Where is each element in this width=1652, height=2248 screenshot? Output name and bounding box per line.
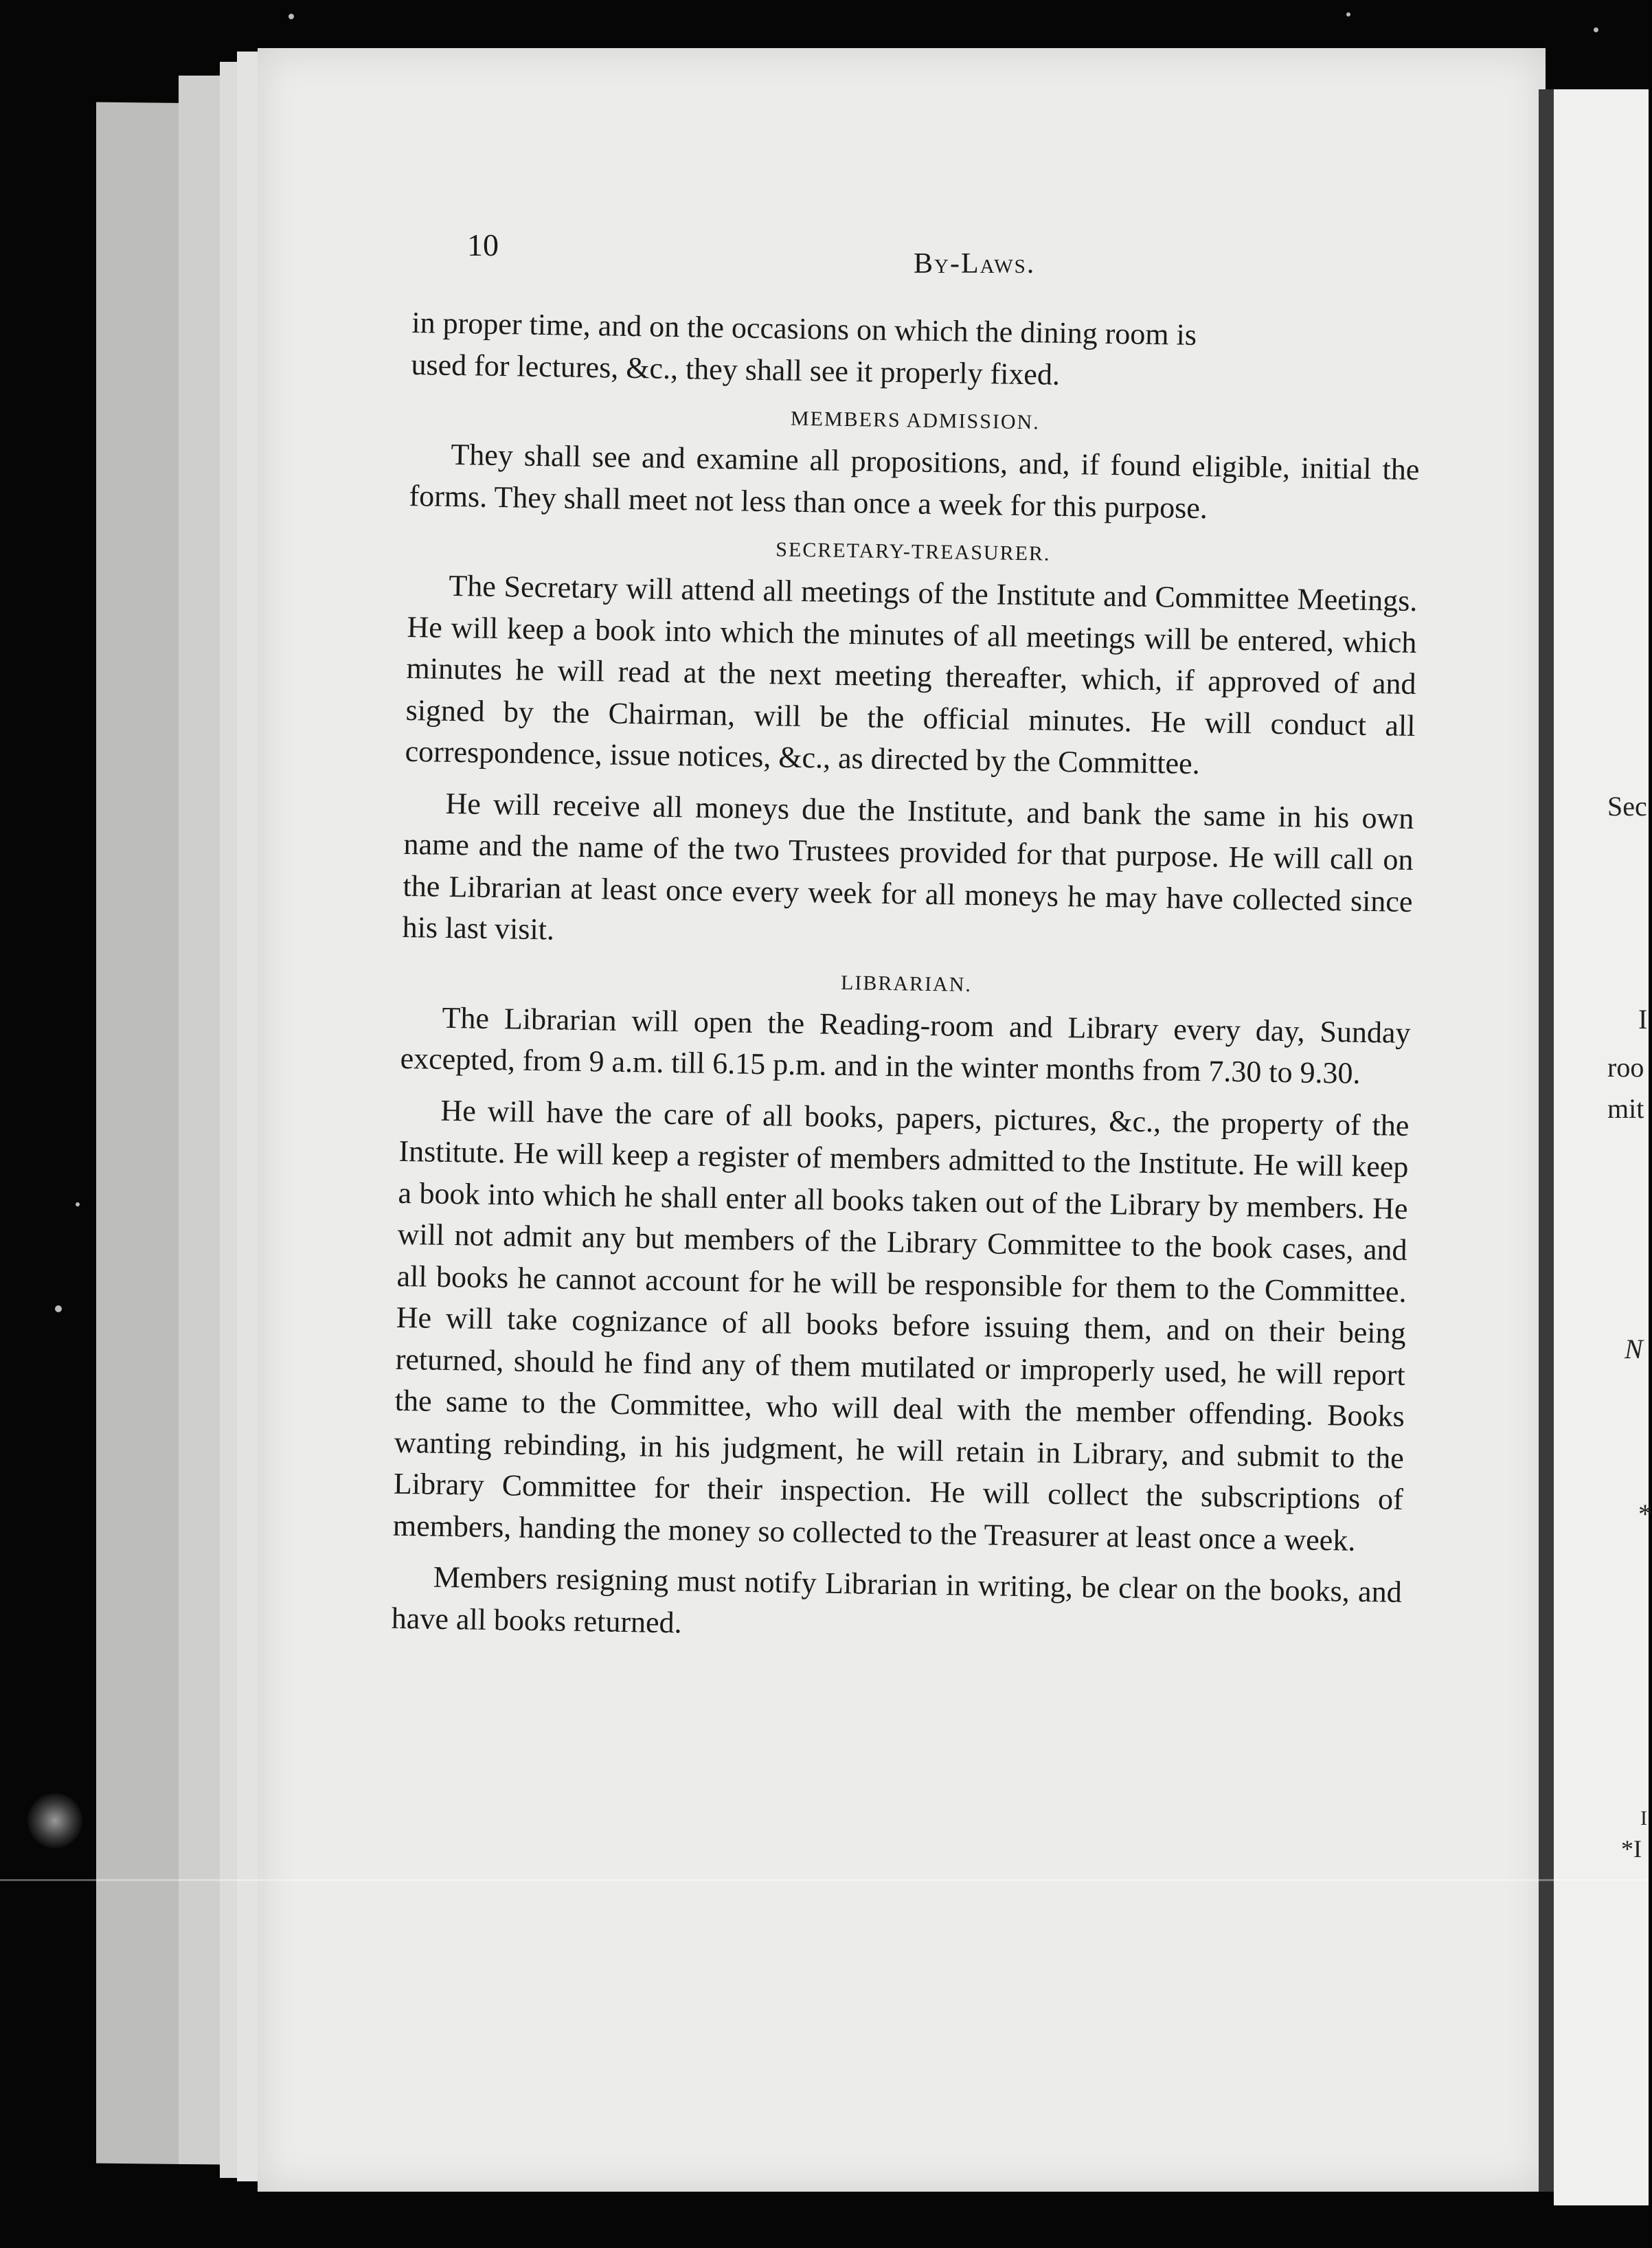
facing-page-fragment: * [1638, 1498, 1652, 1529]
section-heading-secretary-treasurer: SECRETARY-TREASURER. [776, 538, 1051, 565]
dust-speck [288, 14, 294, 19]
page-number: 10 [467, 227, 499, 262]
librarian-paragraph-1: The Librarian will open the Reading-room and Library every day, Sunday excepted, from 9 a.m. till 6.15 p.m. and in the winter months from 7.30 to 9.30. [400, 1000, 1411, 1090]
librarian-paragraph-3: Members resigning must notify Librarian in writing, be clear on the books, and have all books returned. [391, 1560, 1403, 1639]
continued-line: used for lectures, &c., they shall see it properly fixed. [411, 347, 1061, 392]
facing-page-fragment: roo [1607, 1052, 1644, 1083]
scan-line-artifact [0, 1879, 1649, 1881]
secretary-paragraph-1: The Secretary will attend all meetings of the Institute and Committee Meetings. He will keep a book into which the minutes of all meetings will be entered, which minutes he will read at the next meeting thereafter, which, if approved of and signed by the Chairman, will be the official minutes. He will conduct all correspondence, issue notices, &c., as directed by the Committee. [405, 568, 1418, 781]
book-gutter [1539, 89, 1554, 2192]
dust-speck [76, 1202, 80, 1206]
facing-page-fragment: *I [1621, 1835, 1642, 1863]
members-admission-paragraph: They shall see and examine all propositions, and, if found eligible, initial the forms. They shall meet not less than once a week for this purpose. [409, 437, 1420, 525]
facing-page-fragment: mit [1607, 1093, 1644, 1124]
running-head: By-Laws. [914, 248, 1036, 280]
dust-speck [1594, 27, 1598, 32]
page-body-text [391, 302, 1421, 1655]
librarian-paragraph-2: He will have the care of all books, papers, pictures, &c., the property of the Institute. He will keep a register of members admitted to the Institute. He will keep a book into which he shall enter all books taken out of the Library by members. He will not admit any but members of the Library Committee to the book cases, and all books he cannot account for he will be responsible for them to the Committee. He will take cognizance of all books before issuing them, and on their being returned, should he find any of them mutilated or improperly used, he will report the same to the Committee, who will deal with the member offending. Books wanting rebinding, in his judgment, he will retain in Library, and submit to the Library Committee for their inspection. He will collect the subscriptions of members, handing the money so collected to the Treasurer at least once a week. [392, 1093, 1410, 1558]
dust-speck [55, 1305, 62, 1312]
section-heading-members-admission: MEMBERS ADMISSION. [790, 407, 1040, 434]
facing-page-fragment: I [1638, 1004, 1648, 1035]
continued-line: in proper time, and on the occasions on which the dining room is [411, 305, 1197, 352]
facing-page-fragment: I [1640, 1807, 1647, 1830]
section-heading-librarian: LIBRARIAN. [840, 971, 973, 996]
facing-page-fragment: N [1625, 1334, 1643, 1364]
dust-speck [1346, 12, 1350, 16]
secretary-paragraph-2: He will receive all moneys due the Institute, and bank the same in his own name and the name of the two Trustees provided for that purpose. He will call on the Librarian at least once every week for all moneys he may have collected since his last visit. [402, 786, 1414, 947]
facing-page-fragment: Sec [1607, 791, 1647, 822]
facing-page [1554, 89, 1649, 2205]
scan-artifact-glow [27, 1793, 82, 1848]
